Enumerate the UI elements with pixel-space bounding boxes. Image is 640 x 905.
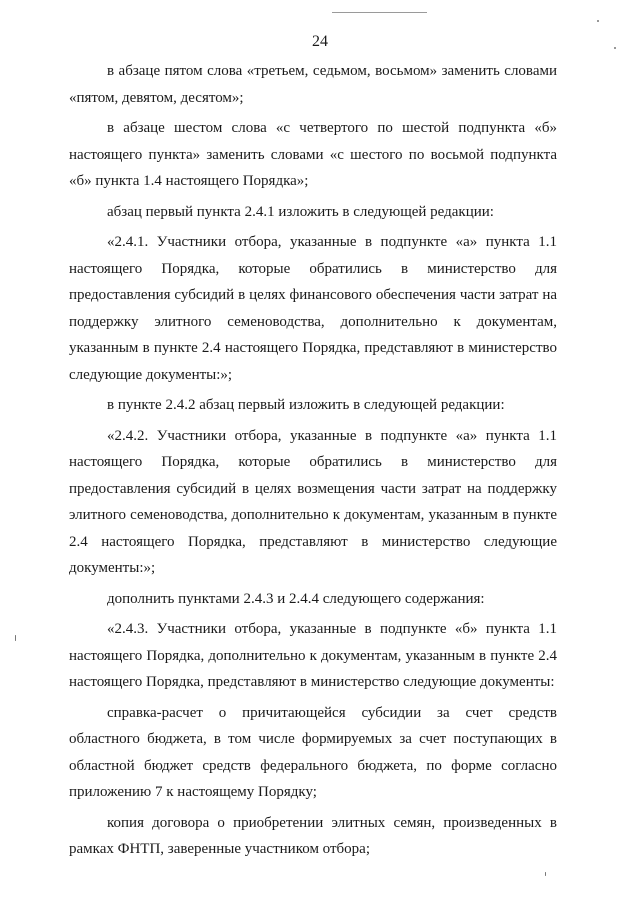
paragraph-8: «2.4.3. Участники отбора, указанные в подпункте «б» пункта 1.1 настоящего Порядка, дополнительно к документам, указанным в пункте 2.4 настоящего Порядка, представляют в министерство следующие документы: <box>69 621 557 690</box>
scan-speck <box>597 20 599 22</box>
paragraph-2: в абзаце шестом слова «с четвертого по шестой подпункта «б» настоящего пункта» заменить словами «с шестого по восьмой подпункта «б» пункта 1.4 настоящего Порядка»; <box>69 120 557 189</box>
paragraph-6: «2.4.2. Участники отбора, указанные в подпункте «а» пункта 1.1 настоящего Порядка, которые обратились в министерство для предоставления субсидий в целях возмещения части затрат на поддержку элитного семеноводства, дополнительно к документам, указанным в пункте 2.4 настоящего Порядка, представляют в министерство следующие документы:»; <box>69 427 557 576</box>
paragraph-5: в пункте 2.4.2 абзац первый изложить в следующей редакции: <box>107 397 505 413</box>
page-number: 24 <box>312 33 328 50</box>
scan-speck <box>614 47 616 49</box>
paragraph-10: копия договора о приобретении элитных семян, произведенных в рамках ФНТП, заверенные участником отбора; <box>69 814 557 857</box>
paragraph-9: справка-расчет о причитающейся субсидии за счет средств областного бюджета, в том числе формируемых за счет поступающих в областной бюджет средств федерального бюджета, по форме согласно приложению 7 к настоящему Порядку; <box>69 704 557 800</box>
top-rule <box>332 12 427 13</box>
paragraph-7: дополнить пунктами 2.4.3 и 2.4.4 следующего содержания: <box>107 590 485 607</box>
document-body <box>69 58 557 863</box>
paragraph-1: в абзаце пятом слова «третьем, седьмом, восьмом» заменить словами «пятом, девятом, десятом»; <box>69 63 557 106</box>
paragraph-3: абзац первый пункта 2.4.1 изложить в следующей редакции: <box>107 203 494 220</box>
scan-speck <box>545 872 546 876</box>
scan-speck <box>15 635 16 641</box>
paragraph-4: «2.4.1. Участники отбора, указанные в подпункте «а» пункта 1.1 настоящего Порядка, которые обратились в министерство для предоставления субсидий в целях финансового обеспечения части затрат на поддержку элитного семеноводства, дополнительно к документам, указанным в пункте 2.4 настоящего Порядка, представляют в министерство следующие документы:»; <box>69 234 557 383</box>
